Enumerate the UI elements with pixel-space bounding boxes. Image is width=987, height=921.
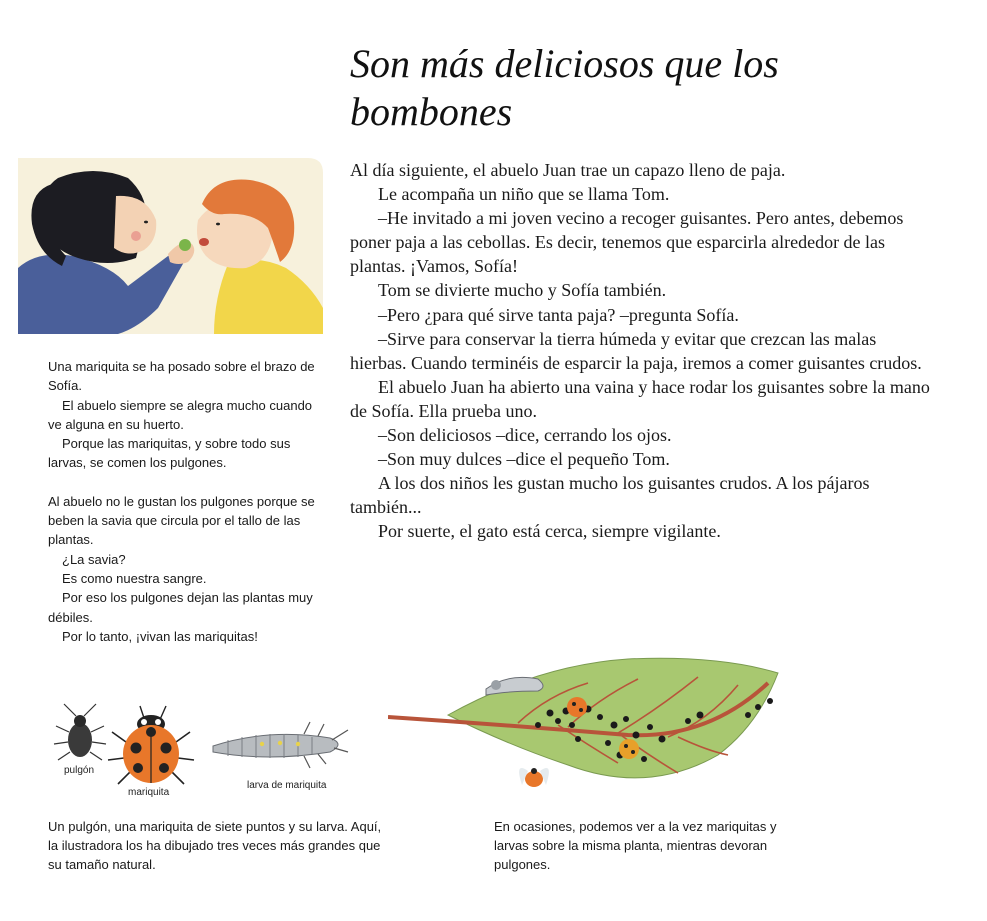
story-paragraph: –Sirve para conservar la tierra húmeda y evitar que crezcan las malas hierbas. Cuando terminéis de esparcir la paja, iremos a comer guisantes crudos. bbox=[350, 328, 922, 373]
story-text bbox=[350, 158, 930, 544]
sidebar-paragraph: ¿La savia? bbox=[62, 551, 126, 567]
sidebar-block-aphids bbox=[48, 492, 318, 646]
larva-label: larva de mariquita bbox=[247, 780, 327, 791]
story-paragraph: –Pero ¿para qué sirve tanta paja? –pregunta Sofía. bbox=[378, 304, 739, 325]
sidebar-paragraph: Una mariquita se ha posado sobre el brazo de Sofía. bbox=[48, 359, 315, 394]
story-paragraph: –He invitado a mi joven vecino a recoger guisantes. Pero antes, debemos poner paja a las cebollas. Es decir, tenemos que esparcirla alrededor de las plantas. ¡Vamos, Sofía! bbox=[350, 208, 904, 277]
story-paragraph: –Son deliciosos –dice, cerrando los ojos. bbox=[378, 425, 672, 446]
page-title: Son más deliciosos que los bombones bbox=[350, 41, 779, 134]
story-paragraph: Al día siguiente, el abuelo Juan trae un capazo lleno de paja. bbox=[350, 160, 786, 180]
story-paragraph: –Son muy dulces –dice el pequeño Tom. bbox=[378, 449, 670, 470]
story-paragraph: El abuelo Juan ha abierto una vaina y hace rodar los guisantes sobre la mano de Sofía. Ella prueba uno. bbox=[350, 376, 930, 421]
aphid-label: pulgón bbox=[64, 765, 95, 776]
ladybug-drawing bbox=[108, 706, 194, 784]
leaf-illustration bbox=[388, 655, 808, 805]
flying-ladybug bbox=[519, 768, 549, 787]
story-paragraph: Le acompaña un niño que se llama Tom. bbox=[378, 184, 670, 205]
sidebar-paragraph: Por lo tanto, ¡vivan las mariquitas! bbox=[62, 628, 258, 644]
sidebar-paragraph: Por eso los pulgones dejan las plantas muy débiles. bbox=[48, 590, 313, 625]
aphid-drawing bbox=[54, 704, 106, 760]
story-paragraph: A los dos niños les gustan mucho los guisantes crudos. A los pájaros también... bbox=[350, 473, 870, 518]
insects-caption: Un pulgón, una mariquita de siete puntos y su larva. Aquí, la ilustradora los ha dibujado tres veces más grandes que su tamaño natural. bbox=[48, 819, 382, 872]
sidebar-paragraph: Es como nuestra sangre. bbox=[62, 570, 207, 586]
sidebar-paragraph: Porque las mariquitas, y sobre todo sus larvas, se comen los pulgones. bbox=[48, 436, 291, 471]
story-paragraph: Tom se divierte mucho y Sofía también. bbox=[378, 280, 667, 301]
leaf-caption: En ocasiones, podemos ver a la vez mariquitas y larvas sobre la misma planta, mientras devoran pulgones. bbox=[494, 819, 777, 872]
ladybug-label: mariquita bbox=[128, 787, 170, 798]
larva-drawing bbox=[213, 722, 348, 768]
sidebar-paragraph: Al abuelo no le gustan los pulgones porque se beben la savia que circula por el tallo de las plantas. bbox=[48, 493, 315, 548]
sidebar-text bbox=[48, 357, 318, 646]
sidebar-block-ladybug bbox=[48, 357, 318, 473]
sidebar-paragraph: El abuelo siempre se alegra mucho cuando ve alguna en su huerto. bbox=[48, 397, 313, 432]
children-illustration bbox=[18, 158, 323, 334]
story-paragraph: Por suerte, el gato está cerca, siempre vigilante. bbox=[378, 521, 721, 542]
